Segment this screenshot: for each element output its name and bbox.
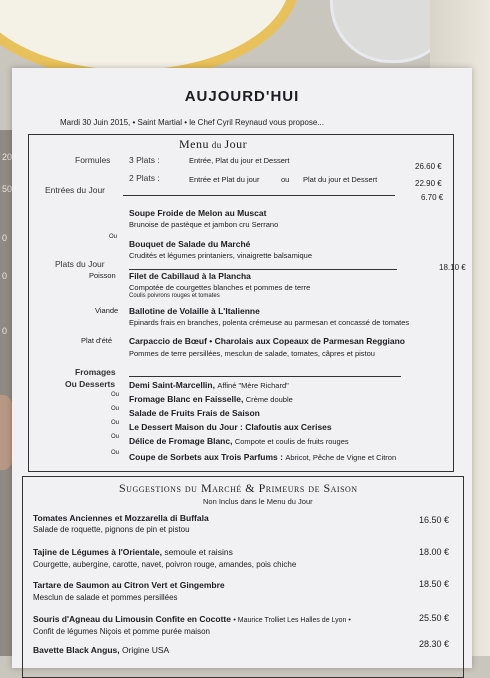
plats-label: Plats du Jour	[55, 259, 105, 269]
margin-number: 50	[2, 184, 13, 194]
formule-2-ou: ou	[281, 175, 290, 184]
divider	[129, 269, 397, 270]
suggestion-name: Souris d'Agneau du Limousin Confite en Cocotte • Maurice Trolliet Les Halles de Lyon •	[33, 614, 351, 624]
formule-2-desc-b: Plat du jour et Dessert	[303, 175, 378, 184]
ou-label: Ou	[111, 392, 120, 398]
dessert-3-name: Salade de Fruits Frais de Saison	[129, 408, 260, 418]
suggestion-name: Bavette Black Angus, Origine USA	[33, 645, 170, 655]
menu-du-jour-heading: Menu du Jour	[179, 137, 248, 151]
desserts-label: Ou Desserts	[65, 379, 116, 389]
suggestions-box	[22, 476, 464, 678]
menu-du-jour-box	[28, 134, 466, 472]
margin-number: 20	[2, 152, 13, 162]
formule-2-price: 22.90 €	[415, 179, 442, 188]
fromages-label: Fromages	[75, 367, 116, 377]
dessert-1-name: Demi Saint-Marcellin, Affiné "Mère Richard"	[129, 380, 289, 390]
formule-3-desc: Entrée, Plat du jour et Dessert	[189, 156, 290, 165]
plat-ete-label: Plat d'été	[81, 336, 113, 345]
plat-2-desc: Epinards frais en branches, polenta crémeuse au parmesan et concassé de tomates	[129, 318, 410, 327]
ou-label: Ou	[111, 420, 120, 426]
suggestion-name: Tajine de Légumes à l'Orientale, semoule et raisins	[33, 547, 233, 557]
dessert-6-name: Coupe de Sorbets aux Trois Parfums : Abricot, Pêche de Vigne et Citron	[129, 452, 397, 462]
plat-1-desc: Compotée de courgettes blanches et pommes de terre	[129, 283, 311, 292]
suggestion-desc: Salade de roquette, pignons de pin et pistou	[33, 525, 190, 534]
ou-label: Ou	[111, 450, 120, 456]
dessert-4-name: Le Dessert Maison du Jour : Clafoutis aux Cerises	[129, 422, 332, 432]
suggestion-price: 18.00 €	[419, 547, 450, 557]
plat-3-desc: Pommes de terre persillées, mesclun de salade, tomates, câpres et pistou	[129, 349, 375, 358]
suggestion-price: 18.50 €	[419, 579, 450, 589]
suggestion-desc: Mesclun de salade et pommes persillées	[33, 593, 178, 602]
formule-2-desc-a: Entrée et Plat du jour	[189, 175, 260, 184]
plat-3-name: Carpaccio de Bœuf • Charolais aux Copeaux de Parmesan Reggiano	[129, 336, 405, 346]
plat-1-name: Filet de Cabillaud à la Plancha	[129, 271, 251, 281]
dessert-2-name: Fromage Blanc en Faisselle, Crème double	[129, 394, 293, 404]
margin-number: 0	[2, 271, 8, 281]
margin-number: 0	[2, 233, 8, 243]
entrees-price: 6.70 €	[421, 193, 444, 202]
suggestions-heading: Suggestions du Marché & Primeurs de Saison	[119, 481, 358, 495]
menu-sheet	[12, 68, 472, 668]
viande-label: Viande	[95, 306, 119, 315]
suggestion-name: Tartare de Saumon au Citron Vert et Gingembre	[33, 580, 225, 590]
ou-label: Ou	[109, 234, 118, 240]
entrees-label: Entrées du Jour	[45, 185, 106, 195]
plat-1-desc2: Coulis poivrons rouges et tomates	[129, 293, 220, 299]
suggestions-subheading: Non Inclus dans le Menu du Jour	[203, 497, 313, 506]
dessert-5-name: Délice de Fromage Blanc, Compote et coulis de fruits rouges	[129, 436, 349, 446]
menu-title: AUJOURD'HUI	[184, 88, 300, 105]
formule-2-label: 2 Plats :	[129, 173, 160, 183]
suggestion-name: Tomates Anciennes et Mozzarella di Buffala	[33, 513, 209, 523]
entree-2-desc: Crudités et légumes printaniers, vinaigrette balsamique	[129, 251, 313, 260]
plat-2-name: Ballotine de Volaille à L'Italienne	[129, 306, 260, 316]
plats-price: 18.10 €	[439, 263, 466, 272]
suggestion-price: 28.30 €	[419, 639, 450, 649]
entree-2-name: Bouquet de Salade du Marché	[129, 239, 251, 249]
poisson-label: Poisson	[89, 271, 116, 280]
divider	[129, 376, 401, 377]
suggestion-desc: Courgette, aubergine, carotte, navet, poivron rouge, amandes, pois chiche	[33, 560, 297, 569]
entree-1-desc: Brunoise de pastèque et jambon cru Serrano	[129, 220, 279, 229]
margin-number: 0	[2, 326, 8, 336]
ou-label: Ou	[111, 434, 120, 440]
formules-label: Formules	[75, 155, 111, 165]
divider	[123, 195, 395, 196]
suggestion-price: 25.50 €	[419, 613, 450, 623]
suggestion-desc: Confit de légumes Niçois et pomme purée maison	[33, 627, 210, 636]
entree-1-name: Soupe Froide de Melon au Muscat	[129, 208, 267, 218]
date-line: Mardi 30 Juin 2015, • Saint Martial • le Chef Cyril Reynaud vous propose...	[60, 118, 324, 127]
formule-3-label: 3 Plats :	[129, 155, 160, 165]
formule-3-price: 26.60 €	[415, 162, 442, 171]
ou-label: Ou	[111, 406, 120, 412]
suggestion-price: 16.50 €	[419, 515, 450, 525]
